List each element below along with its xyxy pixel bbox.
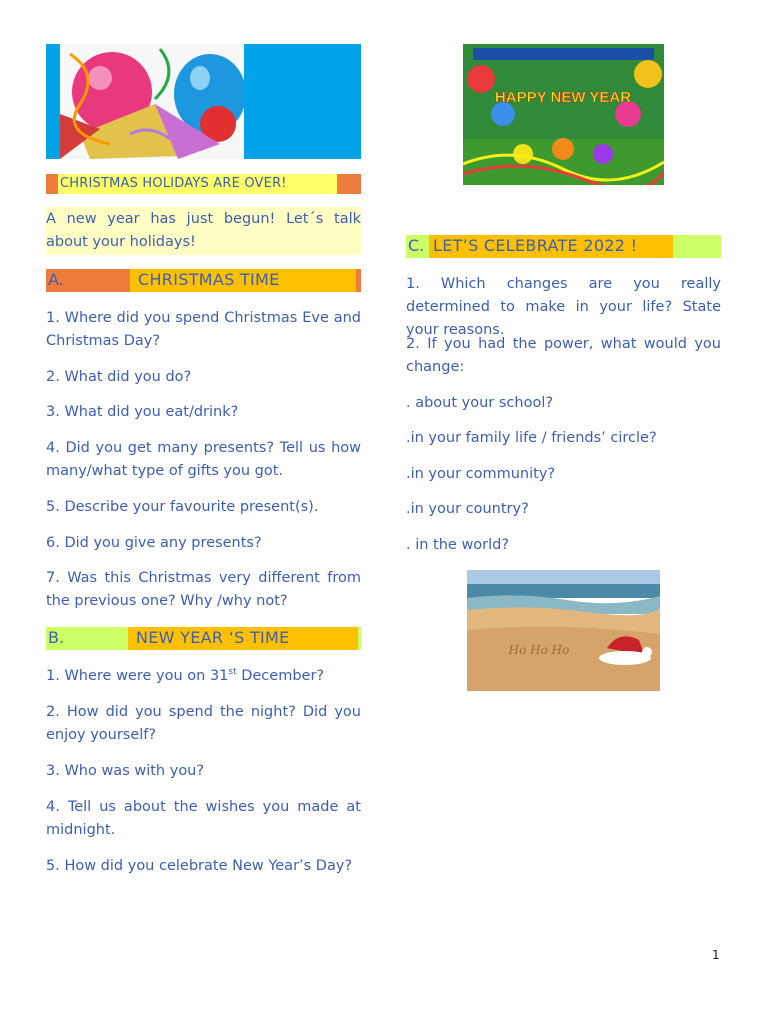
section-a-title: CHRISTMAS TIME xyxy=(138,270,280,289)
question-a7: 7. Was this Christmas very different from the previous one? Why /why not? xyxy=(46,570,361,609)
question-a4: 4. Did you get many presents? Tell us how many/what type of gifts you got. xyxy=(46,440,361,479)
title-bar xyxy=(46,174,361,194)
section-c-header xyxy=(406,235,721,258)
question-c-country: .in your country? xyxy=(406,501,529,517)
beach-photo xyxy=(467,570,660,691)
header-banner xyxy=(46,44,361,159)
section-c-letter: C. xyxy=(408,236,425,255)
section-c-title: LET’S CELEBRATE 2022 ! xyxy=(433,236,638,255)
section-a-letter: A. xyxy=(48,270,64,289)
party-photo xyxy=(60,44,244,159)
question-a3: 3. What did you eat/drink? xyxy=(46,404,239,420)
question-c-school: . about your school? xyxy=(406,395,554,411)
section-b-title: NEW YEAR ‘S TIME xyxy=(136,628,290,647)
question-b4: 4. Tell us about the wishes you made at midnight. xyxy=(46,799,361,838)
new-year-banner-text: HAPPY NEW YEAR xyxy=(494,89,632,106)
section-b-letter: B. xyxy=(48,628,65,647)
intro-box xyxy=(46,207,361,255)
question-b1: 1. Where were you on 31st December? xyxy=(46,667,325,684)
question-a1: 1. Where did you spend Christmas Eve and Christmas Day? xyxy=(46,310,361,349)
question-c-world: . in the world? xyxy=(406,537,510,553)
section-a-header xyxy=(46,269,361,292)
new-year-photo xyxy=(463,44,664,185)
section-b-header xyxy=(46,627,361,650)
question-c1: 1. Which changes are you really determined to make in your life? State your reasons. xyxy=(406,276,721,338)
question-c-community: .in your community? xyxy=(406,466,556,482)
header-title: CHRISTMAS HOLIDAYS ARE OVER! xyxy=(60,176,287,191)
question-b5: 5. How did you celebrate New Year’s Day? xyxy=(46,858,353,874)
question-b3: 3. Who was with you? xyxy=(46,763,205,779)
question-a5: 5. Describe your favourite present(s). xyxy=(46,499,319,515)
question-b2: 2. How did you spend the night? Did you enjoy yourself? xyxy=(46,704,361,743)
question-c2: 2. If you had the power, what would you change: xyxy=(406,336,721,375)
page-number: 1 xyxy=(712,948,720,962)
sand-text: Ho Ho Ho xyxy=(508,643,570,657)
question-c-family: .in your family life / friends’ circle? xyxy=(406,430,657,446)
intro-text: A new year has just begun! Let´s talk about your holidays! xyxy=(46,211,361,250)
question-a2: 2. What did you do? xyxy=(46,369,192,385)
question-a6: 6. Did you give any presents? xyxy=(46,535,262,551)
